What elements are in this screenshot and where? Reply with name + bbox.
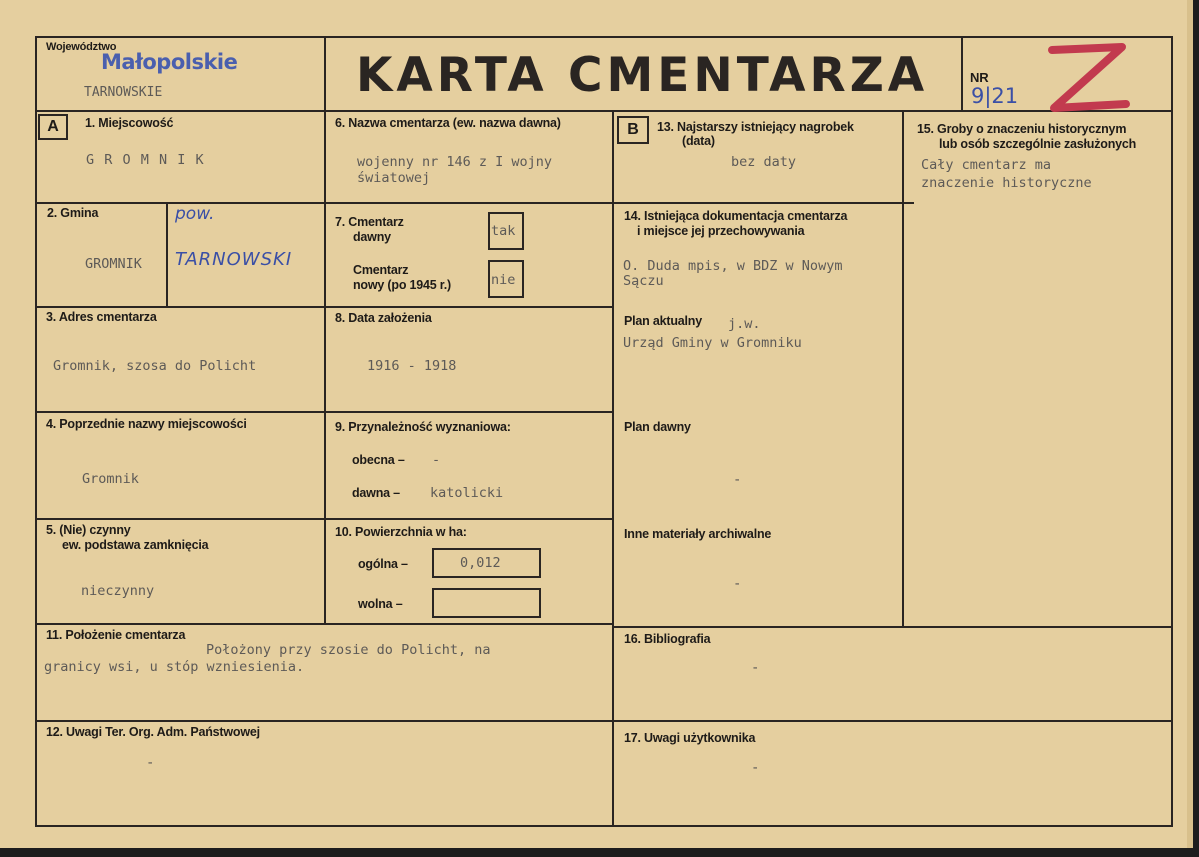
divider	[35, 411, 614, 413]
field-15-value-line1: Cały cmentarz ma	[921, 157, 1052, 173]
field-13-value: bez daty	[731, 154, 797, 170]
plan-current-label: Plan aktualny	[624, 314, 702, 328]
field-11-value-line1: Położony przy szosie do Policht, na	[206, 642, 491, 658]
field-17-value: -	[751, 760, 760, 776]
divider	[902, 110, 904, 627]
field-11-label: 11. Położenie cmentarza	[46, 628, 186, 642]
field-16-label: 16. Bibliografia	[624, 632, 711, 646]
field-6-value-line1: wojenny nr 146 z I wojny	[357, 154, 553, 170]
field-10-total-label: ogólna –	[358, 557, 408, 571]
field-11-value-line2: granicy wsi, u stóp wzniesienia.	[44, 659, 305, 675]
field-16-value: -	[751, 660, 760, 676]
field-5-value: nieczynny	[81, 583, 155, 599]
other-materials-value: -	[733, 576, 742, 592]
field-8-label: 8. Data założenia	[335, 311, 432, 325]
field-3-label: 3. Adres cmentarza	[46, 310, 157, 324]
divider	[612, 626, 1173, 628]
card-title: KARTA CMENTARZA	[356, 48, 929, 103]
category-z-mark	[1040, 40, 1132, 118]
field-14-value-line1: O. Duda mpis, w BDZ w Nowym	[623, 258, 843, 274]
field-14-label-line1: 14. Istniejąca dokumentacja cmentarza	[624, 209, 848, 223]
divider	[35, 518, 614, 520]
field-15-label-line2: lub osób szczególnie zasłużonych	[939, 137, 1137, 151]
divider	[961, 36, 963, 112]
field-13-label-line2: (data)	[682, 134, 715, 148]
field-4-value: Gromnik	[82, 471, 139, 487]
field-4-label: 4. Poprzednie nazwy miejscowości	[46, 417, 247, 431]
field-7-new-label-line1: Cmentarz	[353, 263, 409, 277]
field-2-handwritten-pow: pow.	[175, 204, 215, 224]
field-10-label: 10. Powierzchnia w ha:	[335, 525, 467, 539]
divider	[35, 110, 1173, 112]
plan-current-value-line1: j.w.	[728, 316, 761, 332]
voivodeship-label: Województwo	[46, 41, 117, 53]
field-7-old-label-line2: dawny	[353, 230, 391, 244]
card-frame	[35, 36, 1173, 827]
divider	[324, 36, 326, 623]
field-7-old-checkbox: tak	[488, 212, 524, 250]
field-7-old-label-line1: 7. Cmentarz	[335, 215, 404, 229]
field-3-value: Gromnik, szosa do Policht	[53, 358, 257, 374]
field-1-value: G R O M N I K	[86, 152, 205, 168]
field-9-former-value: katolicki	[430, 485, 504, 501]
divider	[166, 202, 168, 306]
voivodeship-typed: TARNOWSKIE	[84, 85, 163, 100]
field-2-value: GROMNIK	[85, 256, 142, 272]
divider	[612, 110, 614, 825]
field-6-value-line2: światowej	[357, 170, 431, 186]
field-14-label-line2: i miejsce jej przechowywania	[637, 224, 805, 238]
field-5-label-line1: 5. (Nie) czynny	[46, 523, 131, 537]
field-5-label-line2: ew. podstawa zamknięcia	[62, 538, 209, 552]
field-12-value: -	[146, 755, 155, 771]
field-9-current-label: obecna –	[352, 453, 405, 467]
field-10-total-box: 0,012	[432, 548, 541, 578]
field-2-handwritten-district: TARNOWSKI	[175, 249, 293, 270]
field-7-new-checkbox: nie	[488, 260, 524, 298]
field-2-label: 2. Gmina	[47, 206, 99, 220]
nr-label: NR	[970, 70, 989, 85]
field-13-label-line1: 13. Najstarszy istniejący nagrobek	[657, 120, 854, 134]
field-6-label: 6. Nazwa cmentarza (ew. nazwa dawna)	[335, 116, 561, 130]
divider	[35, 306, 614, 308]
section-b-box: B	[617, 116, 649, 144]
divider	[35, 720, 1173, 722]
field-1-label: 1. Miejscowość	[85, 116, 174, 130]
field-17-label: 17. Uwagi użytkownika	[624, 731, 756, 745]
voivodeship-stamp: Małopolskie	[101, 50, 238, 74]
field-14-value-line2: Sączu	[623, 273, 664, 289]
field-10-free-label: wolna –	[358, 597, 403, 611]
plan-old-label: Plan dawny	[624, 420, 691, 434]
nr-value: 9|21	[971, 84, 1019, 108]
other-materials-label: Inne materiały archiwalne	[624, 527, 772, 541]
field-15-value-line2: znaczenie historyczne	[921, 175, 1092, 191]
field-12-label: 12. Uwagi Ter. Org. Adm. Państwowej	[46, 725, 260, 739]
field-8-value: 1916 - 1918	[367, 358, 457, 374]
plan-old-value: -	[733, 472, 742, 488]
field-9-former-label: dawna –	[352, 486, 400, 500]
section-a-box: A	[38, 114, 68, 140]
divider	[35, 623, 614, 625]
field-9-label: 9. Przynależność wyznaniowa:	[335, 420, 511, 434]
field-10-free-box	[432, 588, 541, 618]
field-7-new-label-line2: nowy (po 1945 r.)	[353, 278, 452, 292]
plan-current-value-line2: Urząd Gminy w Gromniku	[623, 335, 802, 351]
field-9-current-value: -	[432, 452, 441, 468]
field-15-label-line1: 15. Groby o znaczeniu historycznym	[917, 122, 1127, 136]
